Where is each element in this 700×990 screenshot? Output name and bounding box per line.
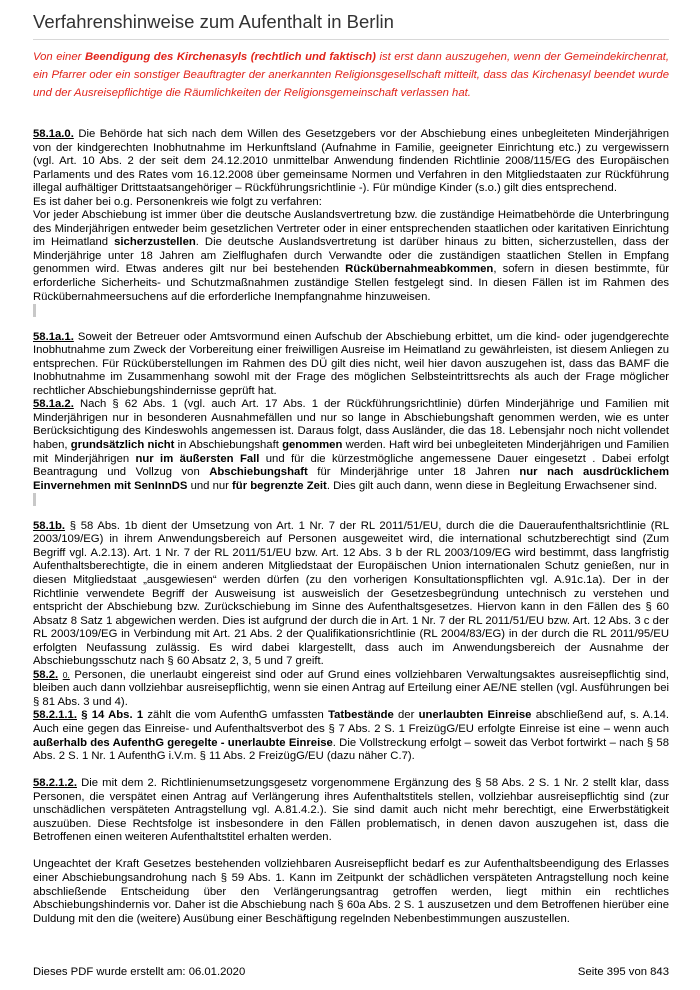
paragraph-text: abschließend auf, s. A.14. Auch eine gegen das Einreise- und Aufenthaltsverbot des § 7 Abs. 2 S. 1 FreizügG/EU erfolgte Einreise ist eine – wenn auch (33, 709, 669, 735)
section-58-2-1-2 (33, 777, 669, 845)
change-marker (33, 304, 36, 317)
paragraph-text: , sofern in diesen bestimmte, für erforderliche Sicherheits- und Schutzmaßnahmen zuständige Stellen festgelegt sind. In diesen Fällen ist im Rahmen des Rückübernahmeersuchens auf die erforderliche Inempfangnahme hinzuweisen. (33, 263, 669, 303)
section-58-1a-1 (33, 331, 669, 399)
page-title: Verfahrenshinweise zum Aufenthalt in Berlin (33, 10, 669, 40)
paragraph-text: § 58 Abs. 1b dient der Umsetzung von Art. 1 Nr. 7 der RL 2011/51/EU, durch die die Daueraufenthaltsrichtlinie (RL 2003/109/EG) in ihrem Anwendungsbereich auf Personen ausgeweitet wird, die international schutzberechtigt sind (Zum Begriff vgl. A.2.13). Art. 1 Nr. 7 der RL 2011/51/EU bzw. Art. 12 Abs. 3 b der RL 2003/109/EG wird bestimmt, dass langfristig Aufenthaltsberechtigte, die in einem anderen Mitgliedstaat der Europäischen Union internationalen Schutz genießen, nur in diesen Mitgliedstaat „ausgewiesen“ werden dürfen (zu den vorherigen Konsultationspflichten vgl. A.91c.1a). Der in der Richtlinie verwendete Begriff der Ausweisung ist ausweislich der Gesetzesbegründung untechnisch zu verstehen und entspricht der Abschiebung bzw. Zurückschiebung im Sinne des Aufenthaltsgesetzes. Hiervon kann in den Fällen des § 60 Absatz 8 Satz 1 abgewichen werden. Dies ist aufgrund der durch die in Art. 1 Nr. 7 der RL 2011/51/EU bzw. Art. 12 Abs. 3 c der RL 2003/109/EG in Verbindung mit Art. 21 Abs. 2 der Qualifikationsrichtlinie (RL 2004/83/EG) in der durch die RL 2011/95/EU erfolgten Neufassung zulässig. Es wird dabei klargestellt, dass auch im Anwendungsbereich der Ausnahme der Abschiebungsschutz nach § 60 Absatz 2, 3, 5 und 7 greift. (33, 519, 669, 668)
bold-text: grundsätzlich nicht (70, 439, 175, 452)
section-58-2-1-1 (33, 709, 669, 763)
paragraph-text: für Minderjährige unter 18 Jahren (307, 466, 520, 479)
section-58-2-1-2-continued (33, 858, 669, 926)
section-58-1a-2 (33, 398, 669, 493)
bold-text: Tatbestände (328, 709, 394, 722)
bold-text: außerhalb des AufenthG geregelte - unerlaubte Einreise (33, 736, 333, 749)
paragraph-gap (33, 506, 669, 520)
section-58-2 (33, 669, 669, 710)
paragraph-text: Die Behörde hat sich nach dem Willen des Gesetzgebers vor der Abschiebung eines unbegleiteten Minderjährigen von der kindgerechten Inobhutnahme im Herkunftsland (Aufnahme in Familie, geeigneter Einrichtung etc.) zu vergewissern (vgl. Art. 10 Abs. 2 der seit dem 24.12.2010 unmittelbar Anwendung findenden Richtlinie 2008/115/EG des Europäischen Parlaments und des Rates vom 16.12.2008 über gemeinsame Normen und Verfahren in den Mitgliedstaaten zur Rückführung illegal aufhältiger Drittstaatsangehöriger – Rückführungsrichtlinie -). Für mündige Kinder (s.o.) gilt dies entsprechend. (33, 128, 669, 195)
paragraph-text: in Abschiebungshaft (174, 439, 283, 452)
bold-text: § 14 Abs. 1 (76, 709, 144, 722)
paragraph-text: Personen, die unerlaubt eingereist sind oder auf Grund eines vollziehbaren Verwaltungsaktes ausreisepflichtig sind, bleiben auch dann vollziehbar ausreisepflichtig, wenn sie einen Antrag auf Erteilung einer AE/NE stellen (vgl. Ausführungen bei § 81 Abs. 3 und 4). (33, 668, 670, 708)
paragraph-text: . Die Vollstreckung erfolgt – soweit das Verbot fortwirkt – nach § 58 Abs. 2 S. 1 Nr. 1 AufenthG i.V.m. § 11 Abs. 2 FreizügG/EU (dazu näher C.7). (33, 736, 669, 763)
section-58-1b (33, 520, 669, 669)
paragraph-text: Die mit dem 2. Richtlinienumsetzungsgesetz vorgenommene Ergänzung des § 58 Abs. 2 S. 1 Nr. 2 stellt klar, dass Personen, die verspätet einen Antrag auf Verlängerung ihres Aufenthaltstitels stellen, vollziehbar ausreisepflichtig sind (zur unschädlichen verspäteten Antragstellung vgl. A.81.4.2.). Sie sind damit auch nicht mehr berechtigt, eine Erwerbstätigkeit auszuüben. Diese Rechtsfolge ist insbesondere in den Fällen problematisch, in denen davon auszugehen ist, dass die Betroffenen einen weiteren Aufenthaltstitel erhalten werden. (33, 777, 669, 844)
bold-text: nur nach ausdrücklichem Einvernehmen mit SenInnDS (33, 466, 669, 492)
bold-text: Rückübernahmeabkommen (345, 263, 494, 276)
bold-text: unerlaubten Einreise (418, 709, 532, 722)
section-ref: 58.2.1.2. (33, 777, 77, 790)
paragraph-text: werden. Haft wird bei unbegleiteten Minderjährigen und Familien mit Minderjährigen (33, 439, 669, 465)
paragraph-text: Vor jeder Abschiebung ist immer über die deutsche Auslandsvertretung bzw. die zuständige Heimatbehörde die Unterbringung des Minderjährigen entweder beim gesetzlichen Vertreter oder in einer entsprechenden staatlichen oder karitativen Einrichtung im Heimatland (33, 209, 669, 249)
bold-text: für begrenzte Zeit (232, 479, 327, 492)
section-ref: 58.2.1.1. (33, 709, 77, 722)
notice-emphasis: Beendigung des Kirchenasyls (rechtlich und faktisch) (84, 51, 376, 63)
paragraph-text: . Dies gilt auch dann, wenn diese in Begleitung Erwachsener sind. (326, 479, 658, 492)
paragraph-text: Es ist daher bei o.g. Personenkreis wie folgt zu verfahren: (33, 195, 322, 208)
bold-text: genommen (282, 439, 343, 452)
notice-text: ist erst dann auszugehen, wenn der Gemeindekirchenrat, ein Pfarrer oder ein sonstiger Beauftragter der anerkannten Religionsgesellschaft mitteilt, dass das Kirchenasyl beendet wurde und der Ausreisepflichtige die Räumlichkeiten der Religionsgemeinschaft verlassen hat. (33, 51, 670, 100)
paragraph-text: . Die deutsche Auslandsvertretung ist darüber hinaus zu bitten, sicherzustellen, dass der Minderjährige unter 18 Jahren am Zielflughafen durch Verwandte oder die zuständigen staatlichen Stellen in Empfang genommen wird. Etwas anderes gilt nur bei bestehenden (33, 236, 669, 276)
bold-text: Abschiebungshaft (209, 466, 308, 479)
section-ref: 58.1a.0. (33, 128, 74, 140)
document-body (33, 128, 669, 926)
paragraph-gap (33, 845, 669, 859)
section-58-1a-0-procedure (33, 209, 669, 304)
paragraph-text: Nach § 62 Abs. 1 (vgl. auch Art. 17 Abs. 1 der Rückführungsrichtlinie) dürfen Minderjährige und Familien mit Minderjährigen nur in besonderen Ausnahmefällen und nur so lange in Abschiebungshaft genommen werden, wie es unter Berücksichtigung des Kindeswohls angemessen ist. Daraus folgt, dass Ausländer, die das 18. Lebensjahr noch nicht vollendet haben, (33, 398, 669, 452)
change-marker (33, 493, 36, 506)
paragraph-gap (33, 317, 669, 331)
bold-text: nur im äußersten Fall (135, 452, 260, 465)
paragraph-gap (33, 764, 669, 778)
bold-text: sicherzustellen (114, 236, 196, 249)
section-58-1a-0 (33, 128, 669, 196)
section-ref: 58.1a.1. (33, 330, 74, 343)
section-ref: 58.1a.2. (33, 398, 74, 411)
paragraph-text: Soweit der Betreuer oder Amtsvormund einen Aufschub der Abschiebung erbittet, um die kind- oder jugendgerechte Inobhutnahme zum Zweck der Vorbereitung einer freiwilligen Ausreise im Heimatland zu gewährleisten, ist diesem Anliegen zu entsprechen. Für Rücküberstellungen im Rahmen des DÜ gilt dies nicht, weil hier davon auszugehen ist, dass das BAMF die Inobhutnahme im Zusammenhang sowohl mit der Frage des möglichen Selbsteintrittsrechts als auch der Frage möglicher rechtlicher Abschiebungshindernisse geprüft hat. (33, 330, 669, 397)
section-58-1a-0-intro (33, 196, 669, 210)
section-ref: 58.2. (33, 668, 59, 681)
section-ref: 58.1b. (33, 519, 66, 532)
paragraph-text: der (393, 709, 419, 722)
paragraph-text: und nur (187, 479, 233, 492)
footer-page-number: Seite 395 von 843 (577, 966, 669, 978)
subsection-number: 0. (62, 669, 70, 680)
paragraph-text: und für die kürzestmögliche angemessene Dauer eingesetzt . Dabei erfolgt Beantragung und Vollzug von (33, 452, 669, 479)
paragraph-text: zählt die vom AufenthG umfassten (143, 709, 329, 722)
notice-text: Von einer (33, 51, 85, 63)
paragraph-text: Ungeachtet der Kraft Gesetzes bestehenden vollziehbaren Ausreisepflicht bedarf es zur Aufenthaltsbeendigung des Erlasses einer Abschiebungsandrohung nach § 59 Abs. 1. Kann im Zeitpunkt der schädlichen verspäteten Antragstellung noch keine abschließende Entscheidung über den Verlängerungsantrag getroffen werden, liegt mithin ein rechtliches Abschiebungshindernis vor. Daher ist die Abschiebung nach § 60a Abs. 2 S. 1 auszusetzen und dem Betroffenen hierüber eine Duldung mit den die (weitere) Ausübung einer Beschäftigung regelnden Nebenbestimmungen auszustellen. (33, 858, 669, 925)
footer-created-date: Dieses PDF wurde erstellt am: 06.01.2020 (33, 966, 246, 978)
kirchenasyl-notice (33, 48, 669, 103)
